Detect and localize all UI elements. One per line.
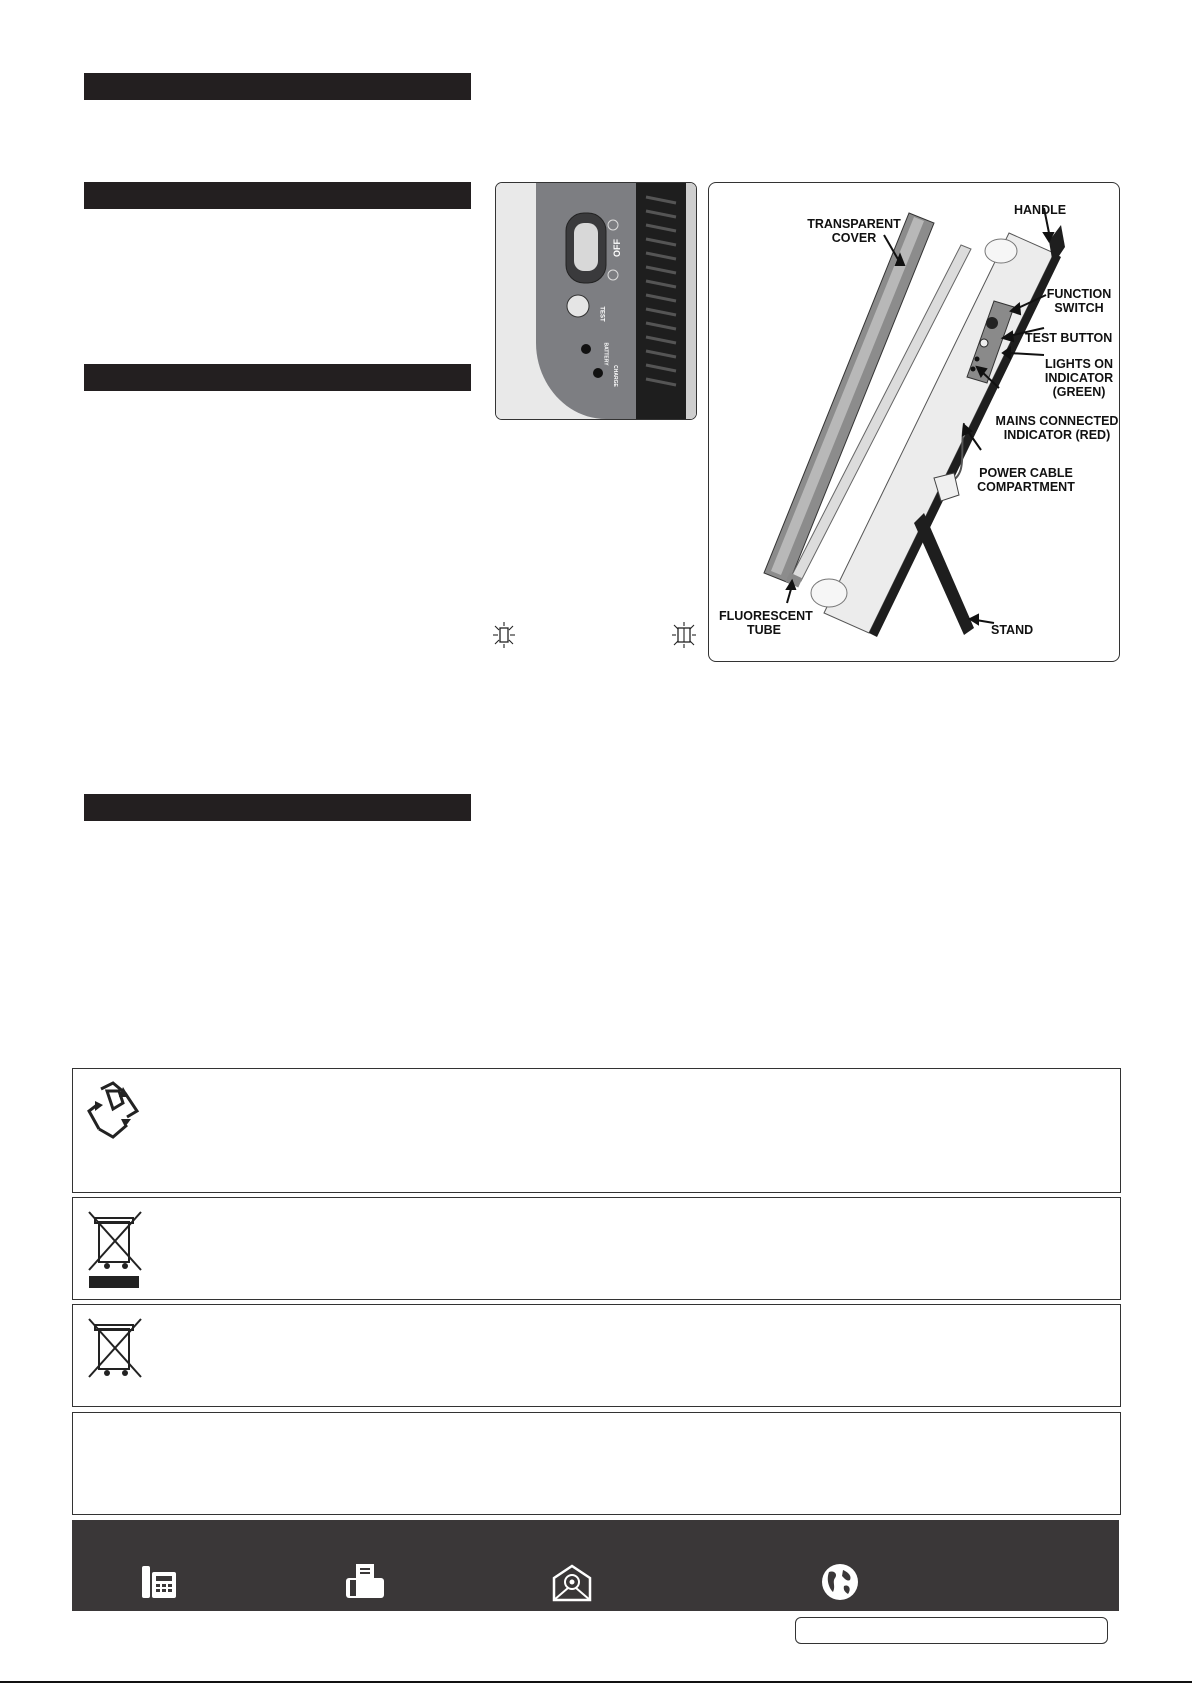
label-handle: HANDLE: [1014, 203, 1067, 217]
product-diagram: [708, 182, 1120, 662]
label-function-switch: FUNCTION SWITCH: [1046, 287, 1112, 315]
control-panel-photo: [495, 182, 697, 420]
label-stand: STAND: [991, 623, 1034, 637]
weee-bin-icon: [85, 1208, 145, 1290]
recycle-icon: [83, 1079, 143, 1143]
bottom-rule: [0, 1681, 1192, 1683]
charge-indicator-label: CHARGE: [611, 365, 618, 387]
battery-bin-icon: [85, 1315, 145, 1379]
telephone-icon: [140, 1562, 180, 1602]
label-mains-connected-indicator: MAINS CONNECTED INDICATOR (RED): [995, 414, 1119, 442]
label-test-button: TEST BUTTON: [1025, 331, 1113, 345]
lamp-symbol-double-icon: [671, 622, 697, 648]
fax-icon: [344, 1562, 386, 1602]
battery-disposal-info-box: [72, 1304, 1121, 1407]
label-lights-on-indicator: LIGHTS ON INDICATOR (GREEN): [1044, 357, 1114, 399]
test-button-label: TEST: [598, 306, 605, 322]
weee-info-box: [72, 1197, 1121, 1300]
section-heading-bar-2: [84, 182, 471, 209]
globe-icon: [820, 1562, 860, 1602]
control-panel-illustration: [496, 183, 696, 419]
switch-off-label: OFF: [612, 239, 622, 257]
footer-reference-box: [795, 1617, 1108, 1644]
label-fluorescent-tube: FLUORESCENT TUBE: [719, 609, 813, 637]
section-heading-bar-3: [84, 364, 471, 391]
email-icon: [552, 1562, 592, 1602]
section-heading-bar-1: [84, 73, 471, 100]
lamp-symbol-icon: [491, 622, 517, 648]
contact-bar: [72, 1520, 1119, 1611]
blank-info-box: [72, 1412, 1121, 1515]
section-heading-bar-4: [84, 794, 471, 821]
battery-indicator-label: BATTERY: [602, 342, 609, 366]
recycling-info-box: [72, 1068, 1121, 1193]
label-power-cable-compartment: POWER CABLE COMPARTMENT: [977, 466, 1075, 494]
label-transparent-cover: TRANSPARENT COVER: [807, 217, 901, 245]
